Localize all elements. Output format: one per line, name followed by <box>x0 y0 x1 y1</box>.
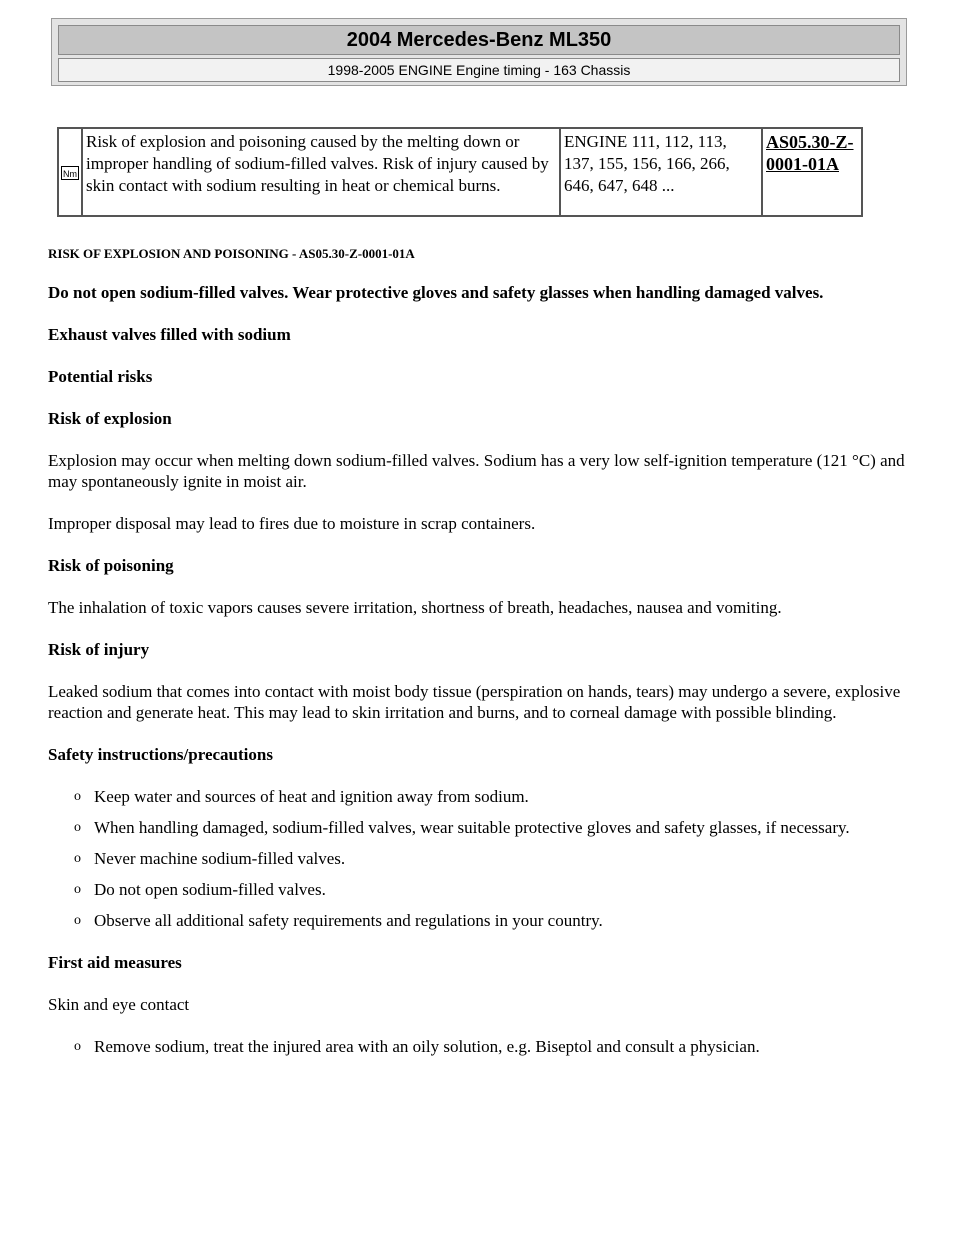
document-body <box>48 243 918 1078</box>
safety-list <box>48 786 918 931</box>
table-row <box>58 128 862 216</box>
icon-cell <box>58 128 82 216</box>
page-header <box>51 18 907 86</box>
list-item-text: Do not open sodium-filled valves. <box>94 880 326 899</box>
torque-nm-icon: Nm <box>61 166 79 180</box>
bullet-icon: o <box>74 913 81 928</box>
reference-table <box>57 127 863 217</box>
explosion-text: Explosion may occur when melting down sodium-filled valves. Sodium has a very low self-ignition temperature (121 °C) and may spontaneously ignite in moist air. <box>48 451 905 491</box>
list-item <box>74 1036 918 1057</box>
exhaust-heading: Exhaust valves filled with sodium <box>48 325 291 344</box>
list-item-text: Remove sodium, treat the injured area with an oily solution, e.g. Biseptol and consult a physician. <box>94 1037 760 1056</box>
safety-heading: Safety instructions/precautions <box>48 745 273 764</box>
bullet-icon: o <box>74 789 81 804</box>
section-title: RISK OF EXPLOSION AND POISONING - AS05.30-Z-0001-01A <box>48 246 415 261</box>
reference-engines: ENGINE 111, 112, 113, 137, 155, 156, 166, 266, 646, 647, 648 ... <box>560 128 762 216</box>
warning-text: Do not open sodium-filled valves. Wear protective gloves and safety glasses when handling damaged valves. <box>48 283 824 302</box>
list-item-text: Keep water and sources of heat and ignition away from sodium. <box>94 787 529 806</box>
reference-description: Risk of explosion and poisoning caused by the melting down or improper handling of sodium-filled valves. Risk of injury caused by skin contact with sodium resulting in heat or chemical burns. <box>82 128 560 216</box>
bullet-icon: o <box>74 1039 81 1054</box>
list-item <box>74 879 918 900</box>
potential-risks-heading: Potential risks <box>48 367 153 386</box>
list-item <box>74 910 918 931</box>
list-item <box>74 817 918 838</box>
list-item-text: Never machine sodium-filled valves. <box>94 849 346 868</box>
bullet-icon: o <box>74 851 81 866</box>
injury-heading: Risk of injury <box>48 640 150 659</box>
list-item <box>74 848 918 869</box>
list-item-text: Observe all additional safety requirements and regulations in your country. <box>94 911 603 930</box>
first-aid-heading: First aid measures <box>48 953 182 972</box>
list-item <box>74 786 918 807</box>
skin-eye-heading: Skin and eye contact <box>48 995 190 1014</box>
explosion-heading: Risk of explosion <box>48 409 172 428</box>
bullet-icon: o <box>74 820 81 835</box>
bullet-icon: o <box>74 882 81 897</box>
injury-text: Leaked sodium that comes into contact with moist body tissue (perspiration on hands, tears) may undergo a severe, explosive reaction and generate heat. This may lead to skin irritation and burns, and to corneal damage with possible blinding. <box>48 682 901 722</box>
poisoning-heading: Risk of poisoning <box>48 556 174 575</box>
reference-link-cell <box>762 128 862 216</box>
header-title: 2004 Mercedes-Benz ML350 <box>58 25 900 55</box>
header-subtitle: 1998-2005 ENGINE Engine timing - 163 Chassis <box>58 58 900 82</box>
list-item-text: When handling damaged, sodium-filled valves, wear suitable protective gloves and safety glasses, if necessary. <box>94 818 850 837</box>
poisoning-text: The inhalation of toxic vapors causes severe irritation, shortness of breath, headaches, nausea and vomiting. <box>48 598 782 617</box>
reference-link[interactable]: AS05.30-Z-0001-01A <box>766 132 854 174</box>
first-aid-list <box>48 1036 918 1057</box>
disposal-text: Improper disposal may lead to fires due to moisture in scrap containers. <box>48 514 536 533</box>
